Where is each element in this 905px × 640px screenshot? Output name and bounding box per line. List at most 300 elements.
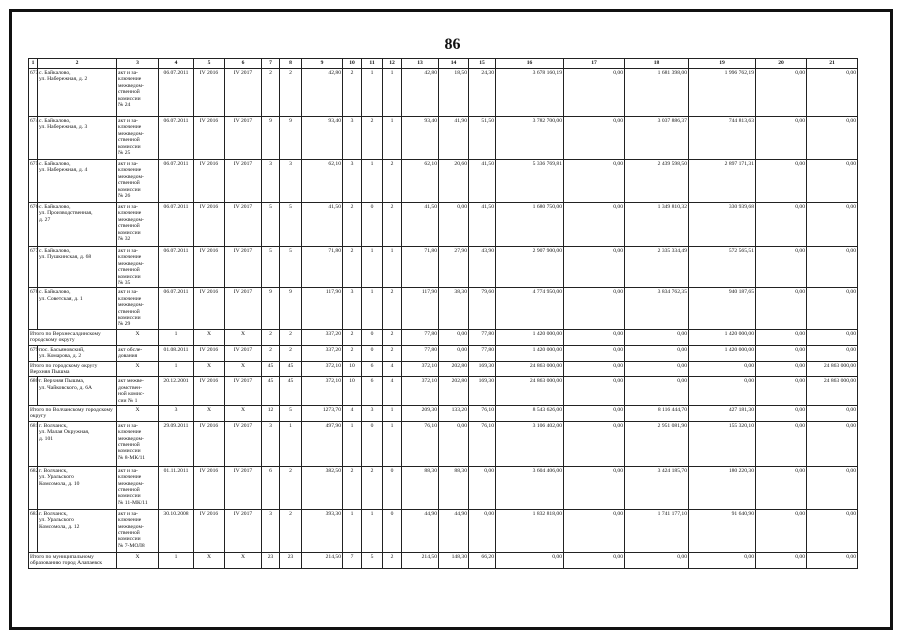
table-cell: 3 782 700,00: [496, 117, 564, 160]
table-cell: 9: [280, 288, 302, 329]
table-row: [29, 117, 858, 160]
table-cell: IV 2017: [225, 69, 262, 117]
table-cell: 71,80: [402, 247, 439, 288]
table-cell: 27,90: [439, 247, 469, 288]
subtotal-cell: 5: [362, 552, 383, 568]
subtotal-cell: 2: [262, 329, 280, 345]
table-cell: 44,90: [402, 509, 439, 552]
table-cell: 41,50: [302, 203, 343, 247]
table-cell: 1 741 177,10: [625, 509, 689, 552]
table-cell: 1: [362, 247, 383, 288]
subtotal-cell: 6: [362, 361, 383, 377]
table-cell: IV 2017: [225, 117, 262, 160]
table-cell: 01.08.2011: [159, 345, 194, 361]
subtotal-cell: 148,30: [439, 552, 469, 568]
subtotal-cell: 0,00: [807, 405, 858, 421]
column-number-cell: 9: [302, 59, 343, 69]
table-cell: 2: [280, 466, 302, 509]
table-cell: IV 2016: [194, 466, 225, 509]
subtotal-row: [29, 329, 858, 345]
subtotal-cell: X: [225, 552, 262, 568]
subtotal-cell: X: [117, 552, 159, 568]
column-number-cell: 17: [564, 59, 625, 69]
subtotal-cell: 0,00: [807, 552, 858, 568]
table-cell: 3: [343, 160, 362, 203]
subtotal-cell: 0,00: [807, 329, 858, 345]
subtotal-cell: X: [194, 361, 225, 377]
table-cell: 0: [362, 421, 383, 466]
table-cell: 1 996 762,19: [689, 69, 756, 117]
table-cell: 2: [343, 247, 362, 288]
table-cell: IV 2016: [194, 203, 225, 247]
table-cell: 44,90: [439, 509, 469, 552]
table-cell: 681: [29, 421, 38, 466]
table-cell: 3: [262, 160, 280, 203]
table-cell: 1: [383, 421, 402, 466]
table-cell: 0,00: [807, 160, 858, 203]
table-cell: акт и за- ключение межведом- ственной комиссии № 26: [117, 160, 159, 203]
table-cell: 62,10: [402, 160, 439, 203]
table-cell: акт и за- ключение межведом- ственной комиссии № 7-МОЛ8: [117, 509, 159, 552]
table-cell: пос. Басьяновский, ул. Комарова, д. 2: [38, 345, 117, 361]
table-cell: 62,10: [302, 160, 343, 203]
table-cell: 0,00: [807, 509, 858, 552]
table-cell: 41,50: [402, 203, 439, 247]
table-cell: 372,10: [402, 377, 439, 406]
column-number-cell: 3: [117, 59, 159, 69]
column-number-row: [29, 59, 858, 69]
subtotal-cell: 372,10: [402, 361, 439, 377]
table-cell: 5: [262, 203, 280, 247]
subtotal-cell: 7: [343, 552, 362, 568]
table-cell: 29.09.2011: [159, 421, 194, 466]
table-cell: IV 2016: [194, 160, 225, 203]
subtotal-cell: 0,00: [625, 552, 689, 568]
table-cell: 3: [262, 509, 280, 552]
table-cell: 42,80: [402, 69, 439, 117]
subtotal-cell: X: [225, 405, 262, 421]
table-cell: IV 2016: [194, 288, 225, 329]
subtotal-cell: X: [117, 405, 159, 421]
table-cell: 2: [362, 117, 383, 160]
table-cell: 2: [383, 345, 402, 361]
table-cell: 41,50: [469, 203, 496, 247]
subtotal-cell: 214,50: [302, 552, 343, 568]
table-cell: 6: [362, 377, 383, 406]
subtotal-cell: 1 420 000,00: [689, 329, 756, 345]
subtotal-cell: X: [117, 329, 159, 345]
subtotal-cell: X: [194, 552, 225, 568]
table-cell: 0,00: [756, 377, 807, 406]
subtotal-cell: 3: [159, 405, 194, 421]
table-cell: 24 863 000,00: [807, 377, 858, 406]
page-number: 86: [444, 36, 461, 53]
column-number-cell: 15: [469, 59, 496, 69]
table-cell: 2: [343, 203, 362, 247]
column-number-cell: 19: [689, 59, 756, 69]
table-cell: 9: [262, 288, 280, 329]
table-cell: IV 2017: [225, 421, 262, 466]
subtotal-cell: 0,00: [756, 405, 807, 421]
table-cell: 06.07.2011: [159, 69, 194, 117]
column-number-cell: 14: [439, 59, 469, 69]
table-cell: 393,30: [302, 509, 343, 552]
table-cell: 01.11.2011: [159, 466, 194, 509]
table-cell: IV 2016: [194, 345, 225, 361]
table-cell: 3 424 185,70: [625, 466, 689, 509]
table-cell: 77,80: [402, 345, 439, 361]
table-cell: 155 320,10: [689, 421, 756, 466]
subtotal-cell: 1 420 000,00: [496, 329, 564, 345]
table-cell: 88,30: [439, 466, 469, 509]
table-cell: 677: [29, 247, 38, 288]
table-cell: 71,80: [302, 247, 343, 288]
subtotal-cell: 2: [343, 329, 362, 345]
table-row: [29, 203, 858, 247]
subtotal-cell: 202,80: [439, 361, 469, 377]
table-cell: 1: [362, 69, 383, 117]
table-cell: с. Байкалово, ул. Набережная, д. 2: [38, 69, 117, 117]
table-cell: 79,60: [469, 288, 496, 329]
table-cell: акт межве- домствен- ной комис- сии № 1: [117, 377, 159, 406]
table-cell: 3 037 886,37: [625, 117, 689, 160]
column-number-cell: 21: [807, 59, 858, 69]
table-cell: акт и за- ключение межведом- ственной комиссии № 11-МК/11: [117, 466, 159, 509]
table-cell: 88,30: [402, 466, 439, 509]
table-cell: 0,00: [756, 160, 807, 203]
table-cell: с. Байкалово, ул. Советская, д. 1: [38, 288, 117, 329]
subtotal-cell: 0,00: [625, 329, 689, 345]
table-cell: 0: [383, 509, 402, 552]
table-cell: 675: [29, 160, 38, 203]
table-cell: 497,90: [302, 421, 343, 466]
table-cell: 679: [29, 345, 38, 361]
table-cell: 2: [362, 466, 383, 509]
table-cell: 676: [29, 203, 38, 247]
table-cell: IV 2017: [225, 247, 262, 288]
table-cell: 0,00: [807, 247, 858, 288]
table-cell: 4: [383, 377, 402, 406]
table-cell: IV 2017: [225, 466, 262, 509]
subtotal-cell: 77,80: [469, 329, 496, 345]
table-cell: 41,50: [469, 160, 496, 203]
table-cell: 3 678 160,19: [496, 69, 564, 117]
subtotal-label: Итого по городскому округу Верхняя Пышма: [29, 361, 117, 377]
subtotal-label: Итого по Верхнесалдинскому городскому округу: [29, 329, 117, 345]
table-cell: 674: [29, 117, 38, 160]
subtotal-row: [29, 361, 858, 377]
subtotal-cell: 24 863 000,00: [496, 361, 564, 377]
subtotal-cell: 0,00: [756, 552, 807, 568]
table-cell: 3: [262, 421, 280, 466]
table-cell: 2: [383, 288, 402, 329]
table-cell: 5: [280, 203, 302, 247]
table-cell: 20,60: [439, 160, 469, 203]
table-cell: 0,00: [807, 117, 858, 160]
subtotal-cell: 10: [343, 361, 362, 377]
table-cell: 0,00: [564, 421, 625, 466]
table-cell: 180 220,30: [689, 466, 756, 509]
table-cell: 93,40: [402, 117, 439, 160]
table-cell: 5 336 769,81: [496, 160, 564, 203]
table-cell: 940 187,65: [689, 288, 756, 329]
table-cell: г. Верхняя Пышма, ул. Чайковского, д. 6А: [38, 377, 117, 406]
table-cell: 1 420 000,00: [689, 345, 756, 361]
table-row: [29, 247, 858, 288]
table-cell: 93,40: [302, 117, 343, 160]
table-cell: 2 897 171,31: [689, 160, 756, 203]
table-row: [29, 160, 858, 203]
table-cell: акт и за- ключение межведом- ственной комиссии № 35: [117, 247, 159, 288]
table-row: [29, 69, 858, 117]
table-cell: акт и за- ключение межведом- ственной комиссии № 24: [117, 69, 159, 117]
table-cell: 3: [343, 117, 362, 160]
subtotal-cell: X: [225, 361, 262, 377]
table-cell: 0,00: [564, 160, 625, 203]
table-cell: 0,00: [564, 203, 625, 247]
subtotal-label: Итого по муниципальному образованию город Алапаевск: [29, 552, 117, 568]
table-cell: 1 832 818,00: [496, 509, 564, 552]
subtotal-cell: 1: [159, 552, 194, 568]
subtotal-cell: 66,20: [469, 552, 496, 568]
column-number-cell: 2: [38, 59, 117, 69]
subtotal-cell: 23: [262, 552, 280, 568]
subtotal-cell: 8 116 444,70: [625, 405, 689, 421]
table-cell: 683: [29, 509, 38, 552]
table-cell: 18,50: [439, 69, 469, 117]
table-cell: 2: [383, 203, 402, 247]
subtotal-cell: X: [117, 361, 159, 377]
table-cell: 1: [383, 117, 402, 160]
table-cell: 0,00: [689, 377, 756, 406]
table-cell: 0,00: [564, 288, 625, 329]
table-cell: 06.07.2011: [159, 160, 194, 203]
table-cell: 06.07.2011: [159, 203, 194, 247]
subtotal-cell: 12: [262, 405, 280, 421]
table-cell: IV 2017: [225, 345, 262, 361]
table-cell: 0,00: [564, 509, 625, 552]
table-cell: 43,90: [469, 247, 496, 288]
table-cell: 337,20: [302, 345, 343, 361]
table-cell: 2: [383, 160, 402, 203]
table-cell: IV 2016: [194, 247, 225, 288]
subtotal-cell: 2: [280, 329, 302, 345]
table-cell: 2: [262, 345, 280, 361]
table-cell: IV 2017: [225, 160, 262, 203]
table-cell: 382,50: [302, 466, 343, 509]
table-cell: 744 813,63: [689, 117, 756, 160]
subtotal-cell: 427 181,30: [689, 405, 756, 421]
table-cell: IV 2016: [194, 509, 225, 552]
table-cell: 9: [262, 117, 280, 160]
table-cell: 0,00: [625, 377, 689, 406]
table-row: [29, 288, 858, 329]
table-cell: 5: [262, 247, 280, 288]
table-cell: 2 951 081,90: [625, 421, 689, 466]
table-cell: 202,80: [439, 377, 469, 406]
table-cell: 0,00: [756, 117, 807, 160]
table-cell: с. Байкалово, ул. Пушкинская, д. 68: [38, 247, 117, 288]
column-number-cell: 7: [262, 59, 280, 69]
subtotal-cell: 372,10: [302, 361, 343, 377]
table-cell: 0,00: [756, 69, 807, 117]
table-cell: 1: [343, 509, 362, 552]
subtotal-cell: 45: [262, 361, 280, 377]
table-cell: 2: [280, 69, 302, 117]
table-cell: г. Волчанск, ул. Уральского Комсомола, д. 10: [38, 466, 117, 509]
table-cell: IV 2017: [225, 509, 262, 552]
table-cell: 1: [362, 288, 383, 329]
subtotal-cell: 77,80: [402, 329, 439, 345]
table-cell: 0,00: [564, 466, 625, 509]
table-row: [29, 509, 858, 552]
table-cell: 3: [343, 288, 362, 329]
subtotal-cell: 4: [343, 405, 362, 421]
table-cell: 169,30: [469, 377, 496, 406]
subtotal-cell: 76,10: [469, 405, 496, 421]
table-cell: 06.07.2011: [159, 288, 194, 329]
table-cell: 117,90: [402, 288, 439, 329]
table-cell: IV 2016: [194, 377, 225, 406]
table-cell: 0: [362, 203, 383, 247]
table-cell: 24,30: [469, 69, 496, 117]
subtotal-cell: 0: [362, 329, 383, 345]
subtotal-cell: 0,00: [689, 361, 756, 377]
table-cell: 0,00: [564, 69, 625, 117]
subtotal-cell: 45: [280, 361, 302, 377]
housing-program-table: [28, 58, 858, 569]
table-cell: 0,00: [807, 421, 858, 466]
subtotal-cell: 24 863 000,00: [807, 361, 858, 377]
table-cell: 0,00: [807, 203, 858, 247]
subtotal-cell: 0,00: [625, 361, 689, 377]
table-cell: 38,30: [439, 288, 469, 329]
table-cell: 10: [343, 377, 362, 406]
subtotal-cell: 0,00: [564, 361, 625, 377]
table-cell: 1: [362, 160, 383, 203]
subtotal-cell: 2: [383, 329, 402, 345]
table-cell: 3 106 402,00: [496, 421, 564, 466]
subtotal-cell: 133,20: [439, 405, 469, 421]
table-cell: 372,10: [302, 377, 343, 406]
subtotal-cell: 4: [383, 361, 402, 377]
table-cell: 20.12.2001: [159, 377, 194, 406]
table-cell: акт и за- ключение межведом- ственной комиссии № 8-МК/11: [117, 421, 159, 466]
table-cell: 0: [383, 466, 402, 509]
subtotal-cell: 1: [159, 361, 194, 377]
column-number-cell: 20: [756, 59, 807, 69]
table-cell: 4 774 950,00: [496, 288, 564, 329]
table-cell: акт и за- ключение межведом- ственной комиссии № 32: [117, 203, 159, 247]
subtotal-cell: X: [194, 405, 225, 421]
column-number-cell: 1: [29, 59, 38, 69]
subtotal-cell: 3: [362, 405, 383, 421]
table-cell: 0,00: [564, 117, 625, 160]
table-cell: 0,00: [756, 247, 807, 288]
table-cell: 0,00: [756, 203, 807, 247]
table-cell: 2: [343, 69, 362, 117]
table-cell: 41,90: [439, 117, 469, 160]
table-cell: 06.07.2011: [159, 117, 194, 160]
table-cell: 117,90: [302, 288, 343, 329]
table-cell: 2: [280, 509, 302, 552]
table-cell: 0,00: [564, 247, 625, 288]
table-cell: 1: [383, 247, 402, 288]
table-cell: 0,00: [564, 345, 625, 361]
table-cell: 5: [280, 247, 302, 288]
table-cell: 76,10: [402, 421, 439, 466]
subtotal-cell: 1: [383, 405, 402, 421]
table-cell: 0,00: [625, 345, 689, 361]
subtotal-cell: 0,00: [496, 552, 564, 568]
table-cell: IV 2016: [194, 69, 225, 117]
table-cell: с. Байкалово, ул. Производственная, д. 27: [38, 203, 117, 247]
table-cell: 76,10: [469, 421, 496, 466]
table-cell: 0,00: [469, 509, 496, 552]
table-cell: г. Волчанск, ул. Малая Окружная, д. 101: [38, 421, 117, 466]
subtotal-cell: 214,50: [402, 552, 439, 568]
table-cell: 680: [29, 377, 38, 406]
subtotal-cell: 0,00: [564, 405, 625, 421]
subtotal-cell: X: [194, 329, 225, 345]
table-cell: 91 640,90: [689, 509, 756, 552]
table-cell: 682: [29, 466, 38, 509]
table-cell: 1: [383, 69, 402, 117]
table-cell: 2: [262, 69, 280, 117]
subtotal-cell: 169,30: [469, 361, 496, 377]
table-cell: 45: [280, 377, 302, 406]
table-cell: 673: [29, 69, 38, 117]
table-cell: с. Байкалово, ул. Набережная, д. 4: [38, 160, 117, 203]
column-number-cell: 4: [159, 59, 194, 69]
column-number-cell: 11: [362, 59, 383, 69]
table-cell: г. Волчанск, ул. Уральского Комсомола, д. 12: [38, 509, 117, 552]
subtotal-cell: X: [225, 329, 262, 345]
table-cell: акт и за- ключение межведом- ственной комиссии № 25: [117, 117, 159, 160]
column-number-cell: 5: [194, 59, 225, 69]
table-cell: 0,00: [756, 509, 807, 552]
column-number-cell: 10: [343, 59, 362, 69]
subtotal-cell: 0,00: [564, 552, 625, 568]
table-cell: 06.07.2011: [159, 247, 194, 288]
table-cell: 3 834 762,35: [625, 288, 689, 329]
table-cell: 678: [29, 288, 38, 329]
table-cell: 77,80: [469, 345, 496, 361]
table-cell: IV 2016: [194, 117, 225, 160]
table-cell: 2 439 598,50: [625, 160, 689, 203]
table-cell: 1: [362, 509, 383, 552]
table-row: [29, 377, 858, 406]
subtotal-cell: 0,00: [564, 329, 625, 345]
table-cell: IV 2017: [225, 203, 262, 247]
table-cell: 0,00: [756, 421, 807, 466]
subtotal-cell: 8 543 626,00: [496, 405, 564, 421]
table-cell: 0,00: [807, 345, 858, 361]
table-cell: 0,00: [439, 421, 469, 466]
table-cell: 0,00: [807, 69, 858, 117]
table-cell: 30.10.2008: [159, 509, 194, 552]
table-cell: 0,00: [564, 377, 625, 406]
table-cell: 0,00: [469, 466, 496, 509]
subtotal-row: [29, 405, 858, 421]
table-cell: 0,00: [756, 288, 807, 329]
subtotal-cell: 2: [383, 552, 402, 568]
table-cell: 1 680 750,00: [496, 203, 564, 247]
table-cell: 2: [343, 345, 362, 361]
subtotal-cell: 5: [280, 405, 302, 421]
table-cell: акт и за- ключение межведом- ственной комиссии № 29: [117, 288, 159, 329]
table-cell: 1: [280, 421, 302, 466]
